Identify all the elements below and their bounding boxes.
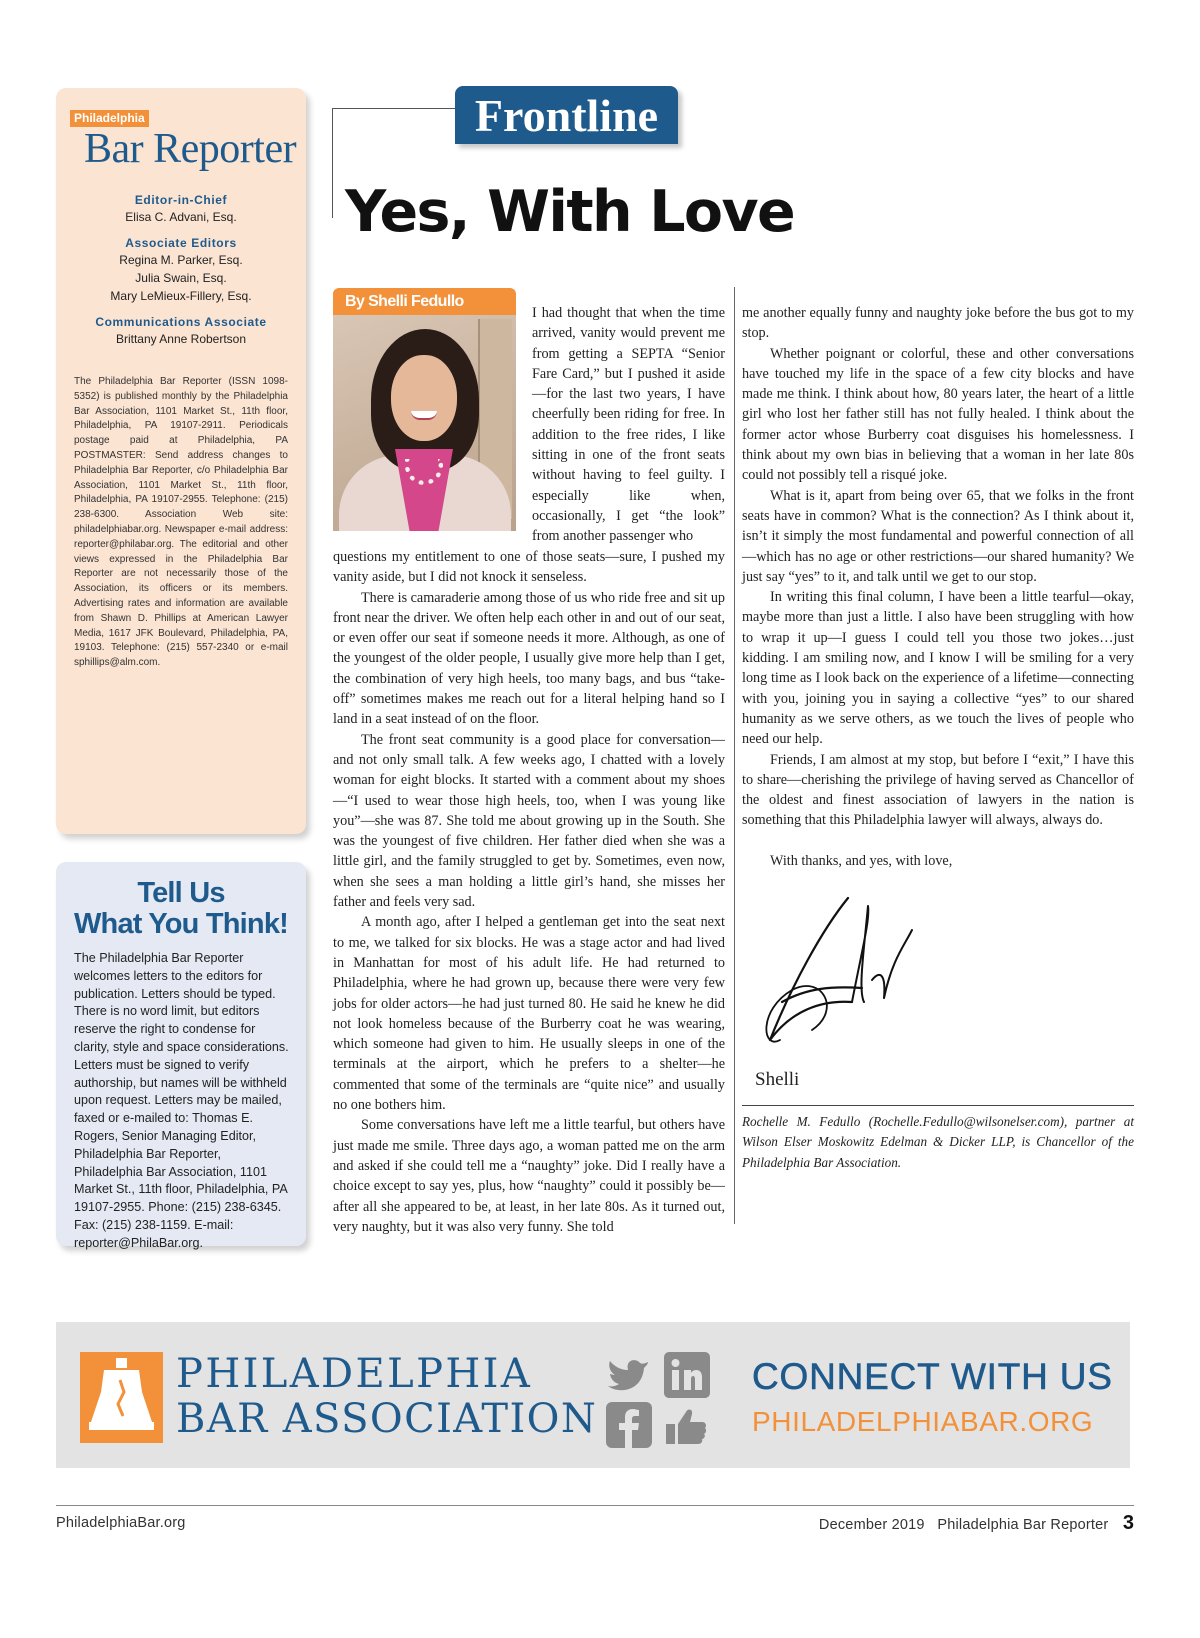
letters-box <box>56 862 306 1250</box>
liberty-bell-icon <box>80 1352 163 1443</box>
article-paragraph: Friends, I am almost at my stop, but before I “exit,” I have this to share—cherishing the privilege of having served as Chancellor of the oldest and finest association of lawyers in the nation is something that this Philadelphia lawyer will always, always do. <box>742 751 1134 829</box>
article-paragraph: A month ago, after I helped a gentleman get into the seat next to me, we talked for six blocks. He was a stage actor and had lived in Manhattan for most of his adult life. He had returned to Philadelphia, where he had grown up, because there were very few jobs for older actors—he had just turned 80. He said he knew he did not look homeless because of the Burberry coat he was wearing, which someone had given to him. He usually sleeps in one of the terminals at the airport, which he prefers to a shelter—he commented that some of the terminals are “quite nice” and usually no one bothers him. <box>333 914 725 1114</box>
staff-person: Mary LeMieux-Fillery, Esq. <box>110 289 252 303</box>
staff-person: Julia Swain, Esq. <box>135 271 227 285</box>
masthead-legal-notice: The Philadelphia Bar Reporter (ISSN 1098-5352) is published monthly by the Philadelphia Bar Association, 1101 Market St., 11th floor, Philadelphia, PA 19107-2911. Periodicals postage paid at Philadelphia, PA POSTMASTER: Send address changes to Philadelphia Bar Reporter, c/o Philadelphia Bar Association, 1101 Market St., 11th floor, Philadelphia, PA 19107-2955. Telephone: (215) 238-6300. Association Web site: philadelphiabar.org. Newspaper e-mail address: reporter@philabar.org. The editorial and other views expressed in the Philadelphia Bar Reporter are not necessarily those of the Association, its officers or its members. Advertising rates and information are available from Shawn D. Phillips at American Lawyer Media, 1617 JFK Boulevard, Philadelphia, PA, 19103. Telephone: (215) 557-2340 or e-mail sphillips@alm.com. <box>74 376 288 669</box>
article-column-1-top <box>532 303 725 547</box>
article-paragraph: In writing this final column, I have been a little tearful—okay, maybe more than just a little. I also have been struggling with how to wrap it up—I guess I could tell you those two jokes…just kidding. I am smiling now, and I know I will be smiling for a very long time as I look back on the experience of a lifetime—connecting with you, joining you in saying a collective “yes” to our shared humanity as we serve others, as we touch the lives of people who need our help. <box>742 589 1134 748</box>
article-closing: With thanks, and yes, with love, <box>770 852 953 869</box>
article-paragraph: I had thought that when the time arrived, vanity would prevent me from getting a SEPTA “Senior Fare Card,” but I pushed it aside—for the last two years, I have cheerfully been riding for free. In addition to the free rides, I like sitting in one of the front seats without having to feel guilty. I especially like when, occasionally, I get “the look” from another passenger who <box>532 305 725 545</box>
twitter-icon[interactable] <box>606 1352 652 1398</box>
article-column-2 <box>742 303 1134 871</box>
staff-role: Editor-in-Chief <box>134 193 228 207</box>
article-paragraph: What is it, apart from being over 65, that we folks in the front seats have in common? What is the connection? As I think about it, isn’t it simply the most fundamental and powerful connection of all—which has no age or other restrictions—our shared humanity? We just say “yes” to it, and talk until we get to our stop. <box>742 487 1134 585</box>
article-paragraph: questions my entitlement to one of those seats—sure, I pushed my vanity aside, but I did not knock it senseless. <box>333 549 725 586</box>
photo-face <box>391 355 457 441</box>
linkedin-icon[interactable] <box>664 1352 710 1398</box>
column-divider <box>734 287 735 1224</box>
staff-role: Associate Editors <box>125 236 237 250</box>
section-tab: Frontline <box>455 86 678 144</box>
letters-title-line2: What You Think! <box>73 908 289 940</box>
staff-person: Elisa C. Advani, Esq. <box>125 210 237 224</box>
thumbs-up-icon[interactable] <box>664 1402 710 1448</box>
masthead-staff <box>56 192 306 357</box>
footer-site-link[interactable]: PhiladelphiaBar.org <box>56 1515 186 1531</box>
masthead-city: Philadelphia <box>70 110 149 127</box>
letters-body: The Philadelphia Bar Reporter welcomes letters to the editors for publication. Letters should be typed. There is no word limit, but editors reserve the right to condense for clarity, style and space considerations. Letters must be signed to verify authorship, but names will be withheld upon request. Letters may be mailed, faxed or e-mailed to: Thomas E. Rogers, Senior Managing Editor, Philadelphia Bar Reporter, Philadelphia Bar Association, 1101 Market St., 11th floor, Philadelphia, PA 19107-2955. Phone: (215) 238-6345. Fax: (215) 238-1159. E-mail: reporter@PhilaBar.org. <box>74 951 289 1250</box>
article-paragraph: Whether poignant or colorful, these and other conversations have touched my life in the space of a few city blocks and have made me think. I think about how, 80 years later, the heart of a little girl who lost her father still has not fully healed. I think about the former actor whose Burberry coat disguises his homelessness. I think about my own bias in believing that a woman in her late 80s could not possibly tell a risqué joke. <box>742 345 1134 484</box>
masthead-title: Bar Reporter <box>84 126 297 172</box>
author-bio: Rochelle M. Fedullo (Rochelle.Fedullo@wilsonelser.com), partner at Wilson Elser Moskowitz Edelman & Dicker LLP, is Chancellor of the Philadelphia Bar Association. <box>742 1114 1134 1170</box>
article-paragraph: The front seat community is a good place for conversation—and not only small talk. A few weeks ago, I chatted with a lovely woman for eight blocks. It started with a comment about my shoes—“I used to wear those high heels, too, when I was young like you”—she was 87. She told me about growing up in the South. She was the youngest of five children. Her father died when she was a little girl, and the family struggled to get by. Sometimes, even now, when she sees a man holding a little girl’s hand, she misses her father and feels very sad. <box>333 731 725 911</box>
article-headline: Yes, With Love <box>345 179 795 245</box>
article-column-1-bottom <box>333 547 725 1237</box>
letters-title-line1: Tell Us <box>137 877 225 909</box>
header-rule-horizontal <box>332 108 455 109</box>
staff-person: Regina M. Parker, Esq. <box>119 253 243 267</box>
page-number: 3 <box>1122 1512 1134 1534</box>
staff-role: Communications Associate <box>95 315 267 329</box>
footer-issue-info <box>819 1512 1134 1535</box>
bio-rule <box>742 1105 1134 1106</box>
article-paragraph: Some conversations have left me a little tearful, but others have just made me smile. Three days ago, a woman patted me on the arm and asked if she could tell me a “naughty” joke. Did I really have a choice except to say yes, plus, how “naughty” could it possibly be—after all she appeared to be, at least, in her late 80s. As it turned out, very naughty, but it was also very funny. She told <box>333 1117 725 1235</box>
header-rule-vertical <box>332 108 333 218</box>
ad-connect-heading: CONNECT WITH US <box>752 1356 1113 1397</box>
signature-icon <box>752 890 924 1062</box>
footer-rule <box>56 1505 1134 1506</box>
staff-person: Brittany Anne Robertson <box>115 332 247 346</box>
masthead-box <box>56 88 306 834</box>
signature-name: Shelli <box>755 1069 800 1090</box>
article-paragraph: me another equally funny and naughty joke before the bus got to my stop. <box>742 305 1134 342</box>
author-photo <box>333 315 516 531</box>
ad-org-name-line1: PHILADELPHIA <box>176 1351 533 1397</box>
staff-block-editor <box>56 192 306 226</box>
article-byline: By Shelli Fedullo <box>333 288 516 315</box>
footer-issue: December 2019 Philadelphia Bar Reporter <box>818 1517 1109 1533</box>
association-ad-banner <box>56 1322 1130 1468</box>
staff-block-associate <box>56 235 306 305</box>
ad-url-link[interactable]: PHILADELPHIABAR.ORG <box>752 1406 1094 1437</box>
staff-block-communications <box>56 314 306 348</box>
letters-title <box>56 878 306 940</box>
facebook-icon[interactable] <box>606 1402 652 1448</box>
article-paragraph: There is camaraderie among those of us who ride free and sit up front near the driver. We often help each other in and out of our seat, or even offer our seat if someone needs it more. Although, as one of the youngest of the older people, I usually give more help than I get, the combination of very high heels, too many bags, and bus “take-off” sometimes makes me reach out for a literal helping hand so I land in a seat instead of on the floor. <box>333 589 726 728</box>
ad-org-name-line2: BAR ASSOCIATION <box>176 1396 598 1442</box>
